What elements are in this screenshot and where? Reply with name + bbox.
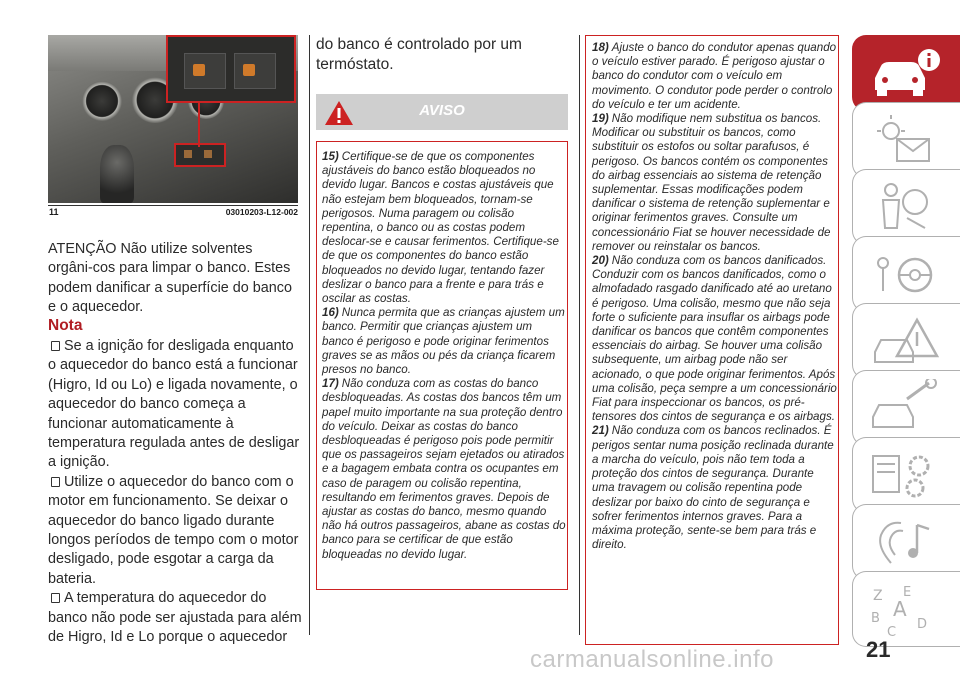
note-item <box>48 337 302 473</box>
figure-number: 11 <box>49 207 59 217</box>
gear-shifter <box>100 145 134 203</box>
key-steering-icon <box>867 245 947 305</box>
airbag-seat-icon <box>867 178 947 238</box>
tab-technical-data[interactable] <box>852 437 960 513</box>
car-info-icon <box>867 44 947 104</box>
gear-settings-icon <box>867 446 947 506</box>
note-text: Se a ignição for desligada enquanto o aquecedor do banco está a funcionar (Higro, Id ou Lo) e ligada novamente, o aquecedor do banco começa a funcionar automaticamente à temperatura regulada antes de desligar a ignição. <box>48 338 300 471</box>
note-heading: Nota <box>48 317 83 334</box>
warning-list-right <box>592 41 838 552</box>
svg-text:A: A <box>893 597 907 621</box>
warning-item: 18) Ajuste o banco do condutor apenas quando o veículo estiver parado. É perigoso ajustar o banco do condutor com o veículo em movimento. O condutor pode perder o controlo do veículo e ter um acidente. <box>592 41 837 111</box>
warning-item: 16) Nunca permita que as crianças ajustem um banco. Permitir que crianças ajustem um banco é perigoso e pode originar ferimentos graves se as mãos ou pés da criança ficarem presos no banco. <box>322 306 565 377</box>
warning-item: 19) Não modifique nem substitua os bancos. Modificar ou substituir os bancos, como substituir os estofos ou soltar parafusos, é perigoso. Os bancos contém os componentes do airbag essenciais ao sistema de retenção suplementar. Essas modificações podem danificar o sistema de retenção suplementar e originar ferimentos graves. Consulte um concessionário Fiat se houver necessidade de remover ou reinstalar os bancos. <box>592 112 831 253</box>
warning-item: 17) Não conduza com as costas do banco desbloqueadas. As costas dos bancos têm um papel muito importante na sua proteção dentro do veículo. Deixar as costas do banco desbloqueadas é perigoso pois pode permitir que os passageiros sejam ejetados ou atirados e a bagagem embata contra os ocupantes em caso de paragem ou colisão repentina, resultando em ferimentos graves. Depois de ajustar as costas do banco, mesmo quando não há outros passageiros, abane as costas do banco para se certificar de que estão bloqueadas no devido lugar. <box>322 377 566 561</box>
warning-triangle-car-icon <box>867 312 947 372</box>
attention-paragraph: ATENÇÃO Não utilize solventes orgâni-cos para limpar o banco. Estes podem danificar a superfície do banco e o aquecedor. <box>48 241 292 316</box>
book-icon <box>51 477 60 487</box>
column-divider <box>579 35 580 635</box>
watermark: carmanualsonline.info <box>530 646 774 673</box>
tab-multimedia[interactable] <box>852 504 960 580</box>
dashboard-lights-icon <box>867 111 947 171</box>
note-text: A temperatura do aquecedor do banco não pode ser ajustada para além de Higro, Id e Lo porque o aquecedor <box>48 590 302 646</box>
switch-inset <box>166 35 296 103</box>
tab-key-steering[interactable] <box>852 236 960 312</box>
book-icon <box>51 341 60 351</box>
svg-text:C: C <box>887 625 897 640</box>
note-item <box>48 473 302 589</box>
tab-car-info[interactable] <box>852 35 960 111</box>
warning-title: AVISO <box>419 102 465 119</box>
multimedia-icon <box>867 513 947 573</box>
tab-emergency[interactable] <box>852 303 960 379</box>
note-text: Utilize o aquecedor do banco com o motor em funcionamento. Se deixar o aquecedor do banco ligado durante longos períodos de tempo com o motor desligado, pode esgotar a carga da bateria. <box>48 473 299 587</box>
tab-airbag-seat[interactable] <box>852 169 960 245</box>
warning-list-middle <box>322 150 566 562</box>
notes-list <box>48 337 302 648</box>
column-divider <box>309 35 310 635</box>
tab-dashboard-lights[interactable] <box>852 102 960 178</box>
caption-rule <box>48 205 298 206</box>
continued-paragraph: do banco é controlado por um termóstato. <box>316 36 522 73</box>
tab-index[interactable] <box>852 571 960 647</box>
wrench-car-icon <box>867 379 947 439</box>
figure-code: 03010203-L12-002 <box>225 207 298 217</box>
callout-box <box>174 143 226 167</box>
callout-line <box>198 101 200 147</box>
tab-maintenance[interactable] <box>852 370 960 446</box>
alphabet-index-icon <box>867 580 947 640</box>
svg-text:B: B <box>871 611 880 626</box>
warning-item: 21) Não conduza com os bancos reclinados. É perigos sentar numa posição reclinada durante a marcha do veículo, pois não tem toda a proteção dos cintos de segurança. Durante uma travagem ou colisão repentina pode deslizar por baixo do cinto de segurança e sofrer ferimentos internos graves. Para a máxima proteção, sente-se bem para trás e direito. <box>592 424 834 552</box>
svg-text:Z: Z <box>873 588 883 604</box>
svg-text:E: E <box>903 585 912 600</box>
page-number: 21 <box>866 637 891 662</box>
note-item <box>48 589 302 647</box>
seat-heater-photo <box>48 35 298 203</box>
book-icon <box>51 593 60 603</box>
gauge-left <box>82 81 122 121</box>
svg-text:D: D <box>917 617 928 632</box>
warning-item: 15) Certifique-se de que os componentes ajustáveis do banco estão bloqueados no devido lugar. Bancos e costas ajustáveis que não estejam bem bloqueados, tornam-se perigosos. Numa paragem ou colisão repentina, o banco ou as costas podem deslocar-se e causar ferimentos. Certifique-se de que os componentes do banco estão bloqueados no devido lugar, tentando fazer deslizar o banco para a frente e para trás e oscilar as costas. <box>322 150 559 306</box>
warning-item: 20) Não conduza com os bancos danificados. Conduzir com os bancos danificados, como o almofadado rasgado danificado até ao uretano é perigoso. Uma colisão, mesmo que não seja forte o suficiente para insuflar os airbags pode danificar os bancos que contêm componentes essenciais do airbag. Se houver uma colisão subsequente, um airbag pode não ser acionado, o que pode originar ferimentos. Após uma colisão, peça sempre a um concessionário Fiat para inspeccionar os bancos, os pré-tensores dos cintos de segurança e os airbags. <box>592 254 837 424</box>
